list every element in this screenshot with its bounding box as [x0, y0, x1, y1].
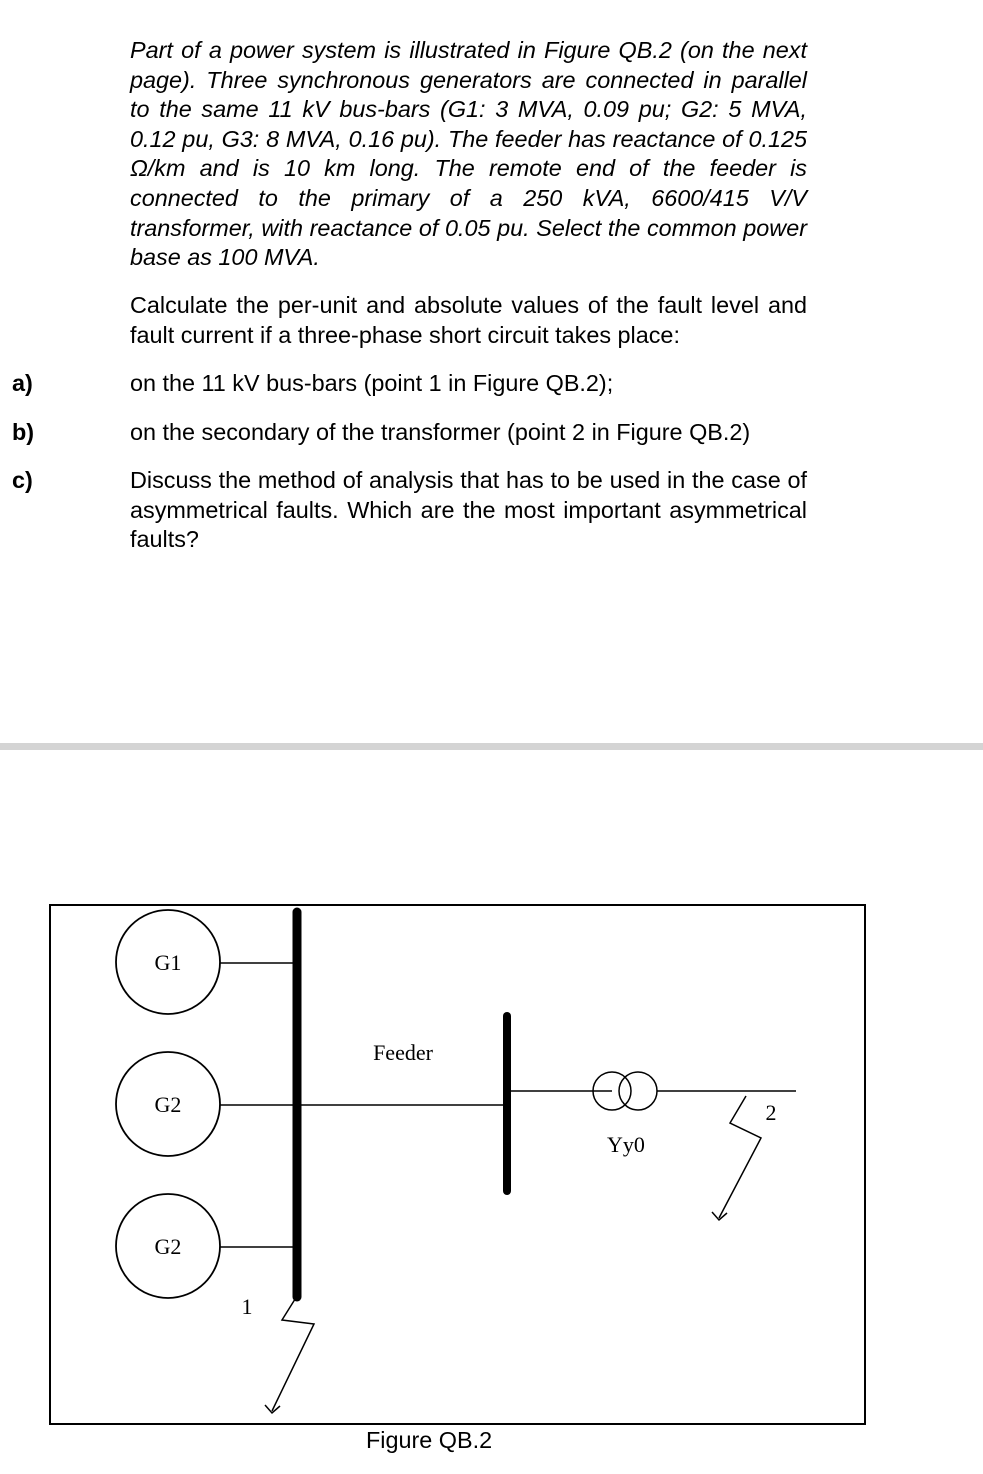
- part-c-label: c): [12, 467, 33, 493]
- fault-zigzag-2: [719, 1096, 761, 1218]
- generator-g2: [116, 1052, 297, 1156]
- question-intro: Part of a power system is illustrated in Figure QB.2 (on the next page). Three synchronous generators are connected in parallel to the same 11 kV bus-bars (G1: 3 MVA, 0.09 pu; G2: 5 MVA, 0.12 pu, G3: 8 MVA, 0.16 pu). The feeder has reactance of 0.125 Ω/km and is 10 km long. The remote end of the feeder is connected to the primary of a 250 kVA, 6600/415 V/V transformer, with reactance of 0.05 pu. Select the common power base as 100 MVA.: [130, 37, 807, 271]
- fault-symbol-2: [712, 1096, 761, 1220]
- figure-caption: Figure QB.2: [366, 1427, 493, 1453]
- generator-g2-label: G2: [154, 1092, 182, 1117]
- fault-zigzag-1: [272, 1296, 314, 1411]
- part-a-label: a): [12, 370, 33, 396]
- part-b-label: b): [12, 419, 35, 445]
- fault-point-1-label: 1: [241, 1294, 253, 1319]
- generator-g3: [116, 1194, 297, 1298]
- feeder-label: Feeder: [373, 1040, 433, 1065]
- transformer-secondary-winding: [619, 1072, 657, 1110]
- transformer-label: Yy0: [607, 1132, 645, 1157]
- generator-g1-label: G1: [154, 950, 182, 975]
- generator-g1: [116, 910, 297, 1014]
- part-b-text: on the secondary of the transformer (point 2 in Figure QB.2): [130, 419, 751, 445]
- fault-point-2-label: 2: [765, 1100, 777, 1125]
- generator-g3-label: G2: [154, 1234, 182, 1259]
- part-a-text: on the 11 kV bus-bars (point 1 in Figure QB.2);: [130, 370, 614, 396]
- fault-symbol-1: [265, 1296, 314, 1413]
- question-instruction: Calculate the per-unit and absolute values of the fault level and fault current if a three-phase short circuit takes place:: [130, 292, 807, 348]
- part-c-text: Discuss the method of analysis that has to be used in the case of asymmetrical faults. Which are the most important asymmetrical faults?: [130, 467, 807, 553]
